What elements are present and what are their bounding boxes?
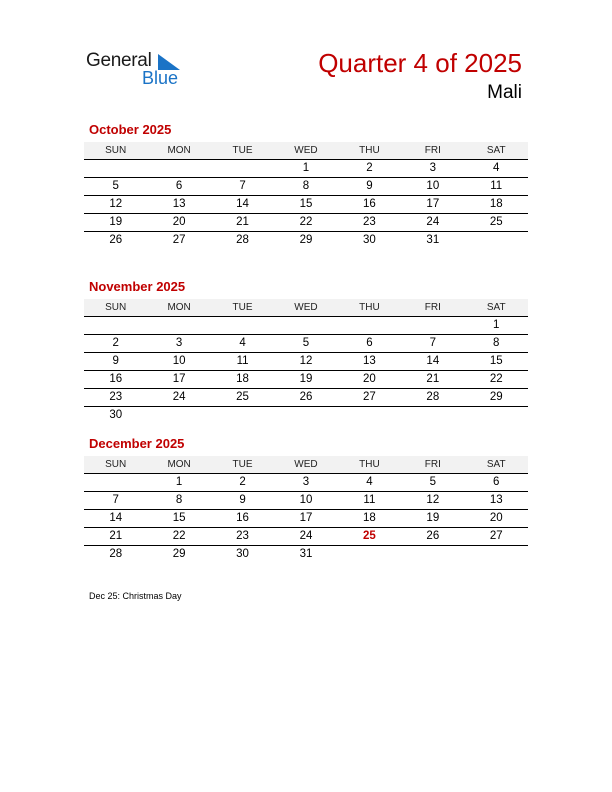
weekday-label: TUE	[232, 459, 253, 470]
day-cell: 12	[299, 355, 313, 367]
day-cell: 23	[236, 530, 249, 542]
weekday-label: MON	[167, 145, 191, 156]
day-cell: 10	[426, 180, 440, 192]
day-cell: 3	[429, 162, 437, 174]
day-cell: 24	[172, 391, 186, 403]
day-cell	[465, 407, 528, 424]
day-cell	[274, 407, 337, 424]
day-cell: 9	[112, 355, 119, 367]
day-cell: 9	[239, 494, 246, 506]
day-cell	[211, 407, 274, 424]
day-cell: 12	[426, 494, 440, 506]
weekday-label: SAT	[486, 302, 506, 313]
day-cell: 16	[363, 198, 376, 210]
day-cell: 2	[366, 162, 373, 174]
day-cell: 15	[489, 355, 503, 367]
day-cell: 26	[109, 234, 123, 246]
month-november	[84, 279, 528, 424]
day-cell: 22	[299, 216, 313, 228]
page-title: Quarter 4 of 2025	[318, 48, 522, 78]
day-cell: 6	[493, 476, 500, 488]
holiday-notes: Dec 25: Christmas Day	[89, 591, 182, 601]
day-cell: 5	[429, 476, 437, 488]
day-cell: 5	[112, 180, 119, 192]
day-cell: 27	[363, 391, 376, 403]
week-row	[84, 160, 528, 178]
month-name: October 2025	[89, 122, 172, 137]
day-cell: 29	[489, 391, 503, 403]
day-cell: 15	[172, 512, 186, 524]
weekday-label: WED	[294, 459, 318, 470]
day-cell: 7	[429, 337, 437, 349]
week-row	[84, 389, 528, 407]
day-cell: 25	[236, 391, 249, 403]
weekday-label: FRI	[424, 459, 441, 470]
month-december	[84, 436, 528, 563]
logo-blue-text: Blue	[142, 68, 179, 88]
week-row	[84, 371, 528, 389]
week-row	[84, 528, 528, 546]
day-cell: 7	[239, 180, 246, 192]
day-cell: 17	[299, 512, 313, 524]
day-cell: 23	[363, 216, 376, 228]
day-cell: 5	[302, 337, 310, 349]
weekday-label: WED	[294, 302, 318, 313]
weekday-header-row	[84, 299, 528, 317]
day-cell: 4	[239, 337, 246, 349]
day-cell	[465, 232, 528, 249]
calendar-grid	[84, 456, 528, 563]
day-cell: 22	[489, 373, 503, 385]
day-cell: 16	[236, 512, 249, 524]
day-cell: 10	[172, 355, 186, 367]
day-cell	[401, 407, 464, 424]
day-cell: 19	[426, 512, 440, 524]
day-cell	[401, 317, 464, 334]
day-cell: 28	[236, 234, 249, 246]
weekday-label: THU	[359, 459, 380, 470]
day-cell	[84, 160, 147, 177]
day-cell: 11	[490, 180, 503, 192]
week-row	[84, 178, 528, 196]
weekday-label: THU	[359, 145, 380, 156]
month-name: November 2025	[89, 279, 186, 294]
day-cell: 30	[236, 548, 249, 560]
day-cell: 1	[493, 319, 500, 331]
day-cell: 18	[489, 198, 503, 210]
day-cell	[338, 317, 401, 334]
day-cell	[211, 160, 274, 177]
week-row	[84, 474, 528, 492]
day-cell: 9	[366, 180, 373, 192]
day-cell: 8	[302, 180, 310, 192]
week-row	[84, 317, 528, 335]
logo-general-text: General	[86, 50, 152, 71]
day-cell: 21	[426, 373, 440, 385]
day-cell: 30	[109, 409, 123, 421]
day-cell	[147, 407, 210, 424]
day-cell: 14	[236, 198, 249, 210]
weekday-label: TUE	[232, 302, 253, 313]
day-cell: 28	[109, 548, 123, 560]
week-row	[84, 546, 528, 563]
day-cell: 29	[172, 548, 186, 560]
week-row	[84, 214, 528, 232]
weekday-label: MON	[167, 302, 191, 313]
holiday-day-cell: 25	[363, 530, 376, 542]
calendar-grid	[84, 142, 528, 249]
day-cell: 19	[299, 373, 313, 385]
day-cell: 29	[299, 234, 313, 246]
day-cell: 3	[175, 337, 183, 349]
day-cell: 27	[489, 530, 503, 542]
weekday-header-row	[84, 142, 528, 160]
week-row	[84, 492, 528, 510]
day-cell: 14	[109, 512, 123, 524]
day-cell: 31	[426, 234, 440, 246]
day-cell	[84, 317, 147, 334]
week-row	[84, 407, 528, 424]
day-cell: 24	[426, 216, 440, 228]
day-cell: 17	[172, 373, 186, 385]
day-cell	[338, 546, 401, 563]
day-cell: 2	[239, 476, 246, 488]
week-row	[84, 335, 528, 353]
day-cell: 21	[236, 216, 249, 228]
day-cell: 23	[109, 391, 123, 403]
weekday-header-row	[84, 456, 528, 474]
day-cell: 4	[366, 476, 373, 488]
day-cell: 10	[299, 494, 313, 506]
day-cell: 13	[489, 494, 503, 506]
day-cell: 4	[493, 162, 500, 174]
day-cell: 20	[489, 512, 503, 524]
day-cell: 31	[299, 548, 313, 560]
day-cell: 20	[172, 216, 186, 228]
weekday-label: THU	[359, 302, 380, 313]
day-cell: 14	[426, 355, 440, 367]
day-cell: 16	[109, 373, 123, 385]
day-cell: 19	[109, 216, 123, 228]
day-cell: 30	[363, 234, 376, 246]
day-cell: 21	[109, 530, 123, 542]
day-cell: 6	[366, 337, 373, 349]
week-row	[84, 353, 528, 371]
day-cell: 3	[302, 476, 310, 488]
weekday-label: SUN	[105, 459, 127, 470]
day-cell: 11	[363, 494, 376, 506]
weekday-label: SUN	[105, 145, 127, 156]
day-cell: 8	[493, 337, 500, 349]
weekday-label: SAT	[486, 459, 506, 470]
day-cell: 26	[426, 530, 440, 542]
day-cell	[338, 407, 401, 424]
month-october	[84, 122, 528, 249]
day-cell: 24	[299, 530, 313, 542]
weekday-label: TUE	[232, 145, 253, 156]
day-cell: 22	[172, 530, 186, 542]
day-cell: 15	[299, 198, 313, 210]
calendar-grid	[84, 299, 528, 424]
day-cell: 27	[172, 234, 186, 246]
day-cell: 8	[175, 494, 183, 506]
day-cell: 1	[302, 162, 310, 174]
weekday-label: FRI	[424, 145, 441, 156]
generalblue-logo	[86, 50, 196, 90]
day-cell: 26	[299, 391, 313, 403]
day-cell	[84, 474, 147, 491]
country-name: Mali	[487, 82, 522, 103]
day-cell	[147, 317, 210, 334]
day-cell	[211, 317, 274, 334]
day-cell: 18	[236, 373, 249, 385]
day-cell: 17	[426, 198, 440, 210]
day-cell: 18	[363, 512, 376, 524]
day-cell: 11	[236, 355, 249, 367]
day-cell: 7	[112, 494, 119, 506]
week-row	[84, 232, 528, 249]
day-cell: 1	[175, 476, 183, 488]
day-cell	[274, 317, 337, 334]
weekday-label: SUN	[105, 302, 127, 313]
day-cell	[401, 546, 464, 563]
day-cell: 25	[489, 216, 503, 228]
day-cell: 2	[112, 337, 119, 349]
day-cell: 12	[109, 198, 123, 210]
day-cell	[465, 546, 528, 563]
day-cell: 28	[426, 391, 440, 403]
day-cell: 13	[363, 355, 376, 367]
weekday-label: FRI	[424, 302, 441, 313]
month-name: December 2025	[89, 436, 185, 451]
day-cell	[147, 160, 210, 177]
weekday-label: SAT	[486, 145, 506, 156]
day-cell: 20	[363, 373, 376, 385]
day-cell: 6	[175, 180, 183, 192]
weekday-label: MON	[167, 459, 191, 470]
weekday-label: WED	[294, 145, 318, 156]
week-row	[84, 510, 528, 528]
week-row	[84, 196, 528, 214]
day-cell: 13	[172, 198, 186, 210]
